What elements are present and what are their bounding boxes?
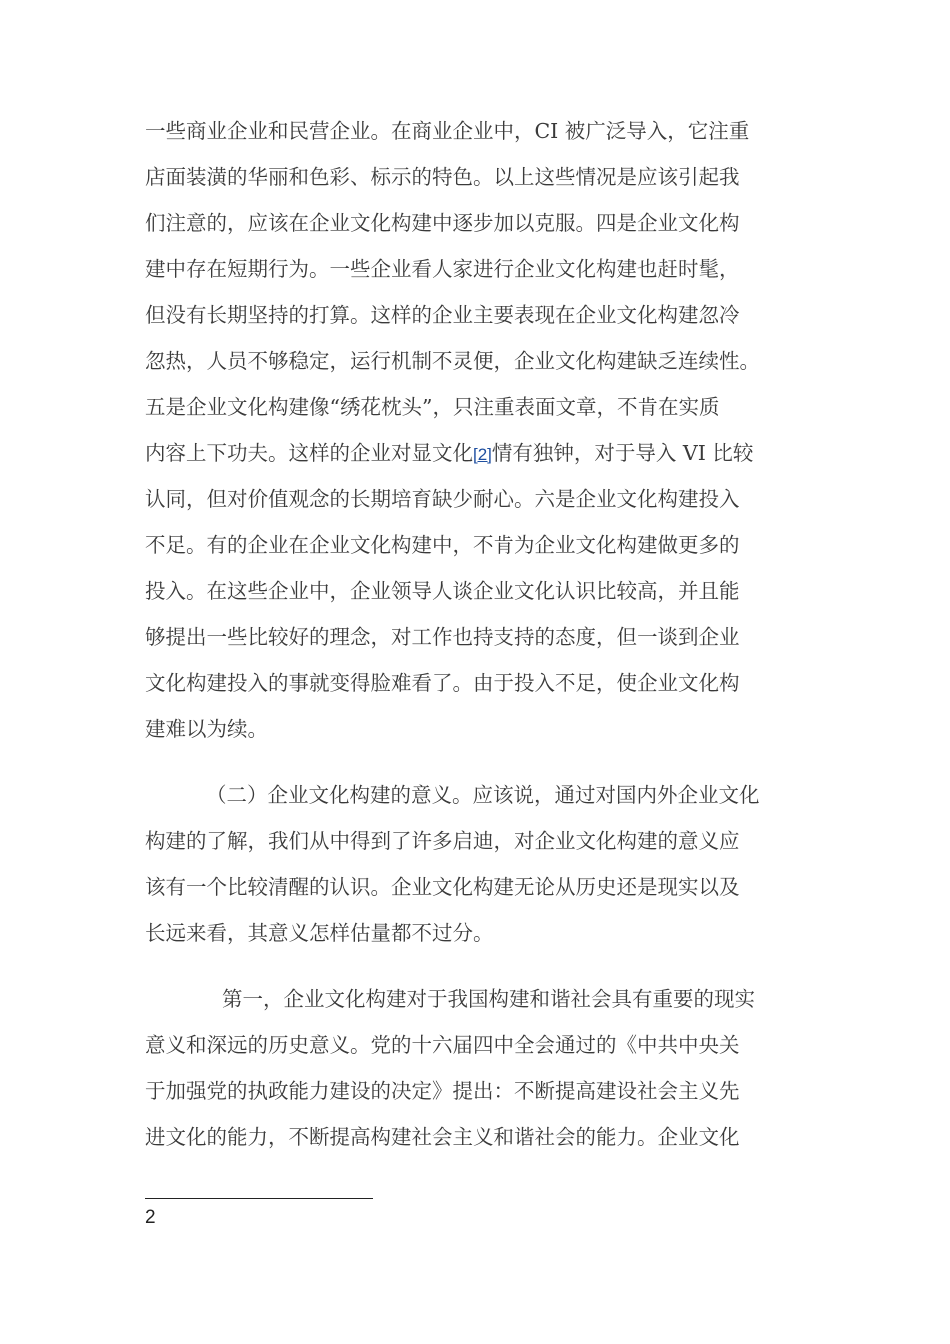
text-line: 一些商业企业和民营企业。在商业企业中，CI 被广泛导入，它注重: [145, 119, 750, 143]
text-line: 于加强党的执政能力建设的决定》提出：不断提高建设社会主义先: [145, 1079, 740, 1103]
text-line: 投入。在这些企业中，企业领导人谈企业文化认识比较高，并且能: [145, 579, 740, 603]
text-line: 店面装潢的华丽和色彩、标示的特色。以上这些情况是应该引起我: [145, 165, 740, 189]
footnote-number: 2: [145, 1207, 156, 1228]
text-line: （二）企业文化构建的意义。应该说，通过对国内外企业文化: [206, 783, 760, 807]
text-line: 不足。有的企业在企业文化构建中，不肯为企业文化构建做更多的: [145, 533, 740, 557]
text-line: 意义和深远的历史意义。党的十六届四中全会通过的《中共中央关: [145, 1033, 740, 1057]
text-line: 忽热，人员不够稳定，运行机制不灵便，企业文化构建缺乏连续性。: [145, 349, 760, 373]
text-line: 够提出一些比较好的理念，对工作也持支持的态度，但一谈到企业: [145, 625, 740, 649]
footnote-reference-link[interactable]: [2]: [473, 445, 492, 464]
text-line: 进文化的能力，不断提高构建社会主义和谐社会的能力。企业文化: [145, 1125, 740, 1149]
text-line: 认同，但对价值观念的长期培育缺少耐心。六是企业文化构建投入: [145, 487, 740, 511]
text-segment: 内容上下功夫。这样的企业对显文化: [145, 441, 473, 465]
text-line: 们注意的，应该在企业文化构建中逐步加以克服。四是企业文化构: [145, 211, 740, 235]
text-line: 构建的了解，我们从中得到了许多启迪，对企业文化构建的意义应: [145, 829, 740, 853]
text-line: 五是企业文化构建像“绣花枕头”，只注重表面文章，不肯在实质: [145, 395, 720, 419]
text-line: 建难以为续。: [145, 717, 268, 741]
text-line: 但没有长期坚持的打算。这样的企业主要表现在企业文化构建忽冷: [145, 303, 740, 327]
text-line: 长远来看，其意义怎样估量都不过分。: [145, 921, 494, 945]
footnote-separator: [145, 1198, 373, 1199]
text-line: 该有一个比较清醒的认识。企业文化构建无论从历史还是现实以及: [145, 875, 740, 899]
text-segment: 情有独钟，对于导入 VI 比较: [491, 441, 754, 465]
text-line: 建中存在短期行为。一些企业看人家进行企业文化构建也赶时髦，: [145, 257, 740, 281]
text-line: 文化构建投入的事就变得脸难看了。由于投入不足，使企业文化构: [145, 671, 740, 695]
text-line: 第一，企业文化构建对于我国构建和谐社会具有重要的现实: [222, 987, 755, 1011]
text-line-with-footnote: [145, 438, 753, 470]
